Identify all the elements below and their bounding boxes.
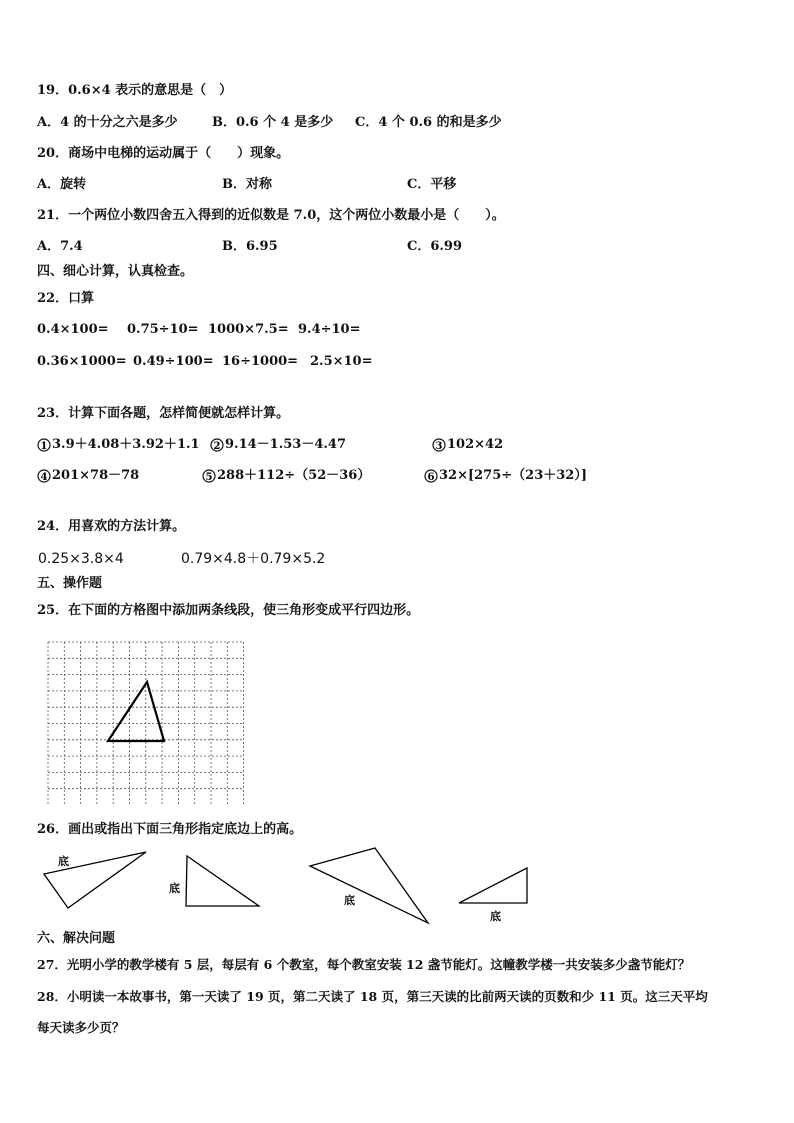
circled-number-4 — [37, 469, 51, 483]
q24-expression-2: 0.79×4.8＋0.79×5.2 — [181, 551, 326, 567]
oral-calc-item: 1000×7.5= — [208, 322, 289, 337]
base-label-2: 底 — [169, 882, 180, 895]
svg-text:1: 1 — [40, 441, 48, 452]
section-4-title: 四、细心计算，认真检查。 — [37, 264, 194, 279]
q21-option-a: A．7.4 — [37, 239, 83, 254]
q19-option-c: C．4 个 0.6 的和是多少 — [355, 115, 502, 130]
section-5-title: 五、操作题 — [37, 576, 103, 591]
q27-stem: 27．光明小学的教学楼有 5 层，每层有 6 个教室，每个教室安装 12 盏节能灯。这幢教学楼一共安装多少盏节能灯？ — [37, 957, 691, 972]
base-label-1: 底 — [58, 855, 69, 868]
q25-stem: 25．在下面的方格图中添加两条线段，使三角形变成平行四边形。 — [37, 603, 420, 618]
triangles-row — [36, 846, 536, 928]
triangle-4 — [459, 868, 527, 903]
q23-expression: 3.9＋4.08＋3.92＋1.1 — [52, 437, 200, 452]
square-grid — [44, 638, 246, 804]
q23-expression: 102×42 — [447, 437, 504, 452]
base-label-4: 底 — [490, 910, 501, 923]
q21-option-b: B．6.95 — [222, 239, 278, 254]
q26-stem: 26．画出或指出下面三角形指定底边上的高。 — [37, 822, 303, 837]
q19-option-a: A．4 的十分之六是多少 — [37, 115, 178, 130]
q20-stem: 20．商场中电梯的运动属于（ ）现象。 — [37, 146, 290, 161]
q23-stem: 23．计算下面各题，怎样简便就怎样计算。 — [37, 406, 290, 421]
circled-number-1 — [37, 438, 51, 452]
circled-number-6 — [424, 469, 438, 483]
q24-expression-1: 0.25×3.8×4 — [38, 551, 124, 567]
oral-calc-item: 0.4×100= — [37, 322, 109, 337]
q23-expression: 32×[275÷（23＋32）] — [439, 468, 587, 483]
svg-text:6: 6 — [427, 472, 435, 483]
oral-calc-item: 0.49÷100= — [133, 354, 214, 369]
q21-stem: 21．一个两位小数四舍五入得到的近似数是 7.0，这个两位小数最小是（ ）。 — [37, 208, 505, 223]
oral-calc-item: 0.36×1000= — [37, 354, 127, 369]
circled-number-3 — [432, 438, 446, 452]
q24-stem: 24．用喜欢的方法计算。 — [37, 519, 186, 534]
svg-text:2: 2 — [213, 441, 221, 452]
q20-option-c: C．平移 — [407, 177, 457, 192]
oral-calc-item: 2.5×10= — [310, 354, 373, 369]
q28-stem-line-2: 每天读多少页？ — [37, 1020, 125, 1035]
triangle-3 — [310, 848, 428, 923]
oral-calc-item: 9.4÷10= — [298, 322, 361, 337]
base-label-3: 底 — [344, 894, 355, 907]
q28-stem-line-1: 28．小明读一本故事书，第一天读了 19 页，第二天读了 18 页，第三天读的比前两天读的页数和少 11 页。这三天平均 — [37, 989, 708, 1004]
q21-option-c: C．6.99 — [407, 239, 463, 254]
section-6-title: 六、解决问题 — [37, 931, 116, 946]
q23-expression: 201×78－78 — [52, 468, 140, 483]
circled-number-5 — [202, 469, 216, 483]
svg-text:4: 4 — [40, 472, 48, 483]
q20-option-a: A．旋转 — [37, 177, 87, 192]
oral-calc-item: 16÷1000= — [222, 354, 299, 369]
q23-expression: 288＋112÷（52－36） — [217, 468, 371, 483]
svg-text:5: 5 — [205, 472, 213, 483]
q22-stem: 22．口算 — [37, 291, 95, 306]
triangle-2 — [186, 856, 259, 906]
q19-option-b: B．0.6 个 4 是多少 — [212, 115, 334, 130]
q20-option-b: B．对称 — [222, 177, 272, 192]
q19-stem: 19．0.6×4 表示的意思是（ ） — [37, 83, 233, 98]
svg-text:3: 3 — [435, 441, 443, 452]
circled-number-2 — [210, 438, 224, 452]
q23-expression: 9.14－1.53－4.47 — [225, 437, 346, 452]
oral-calc-item: 0.75÷10= — [127, 322, 199, 337]
